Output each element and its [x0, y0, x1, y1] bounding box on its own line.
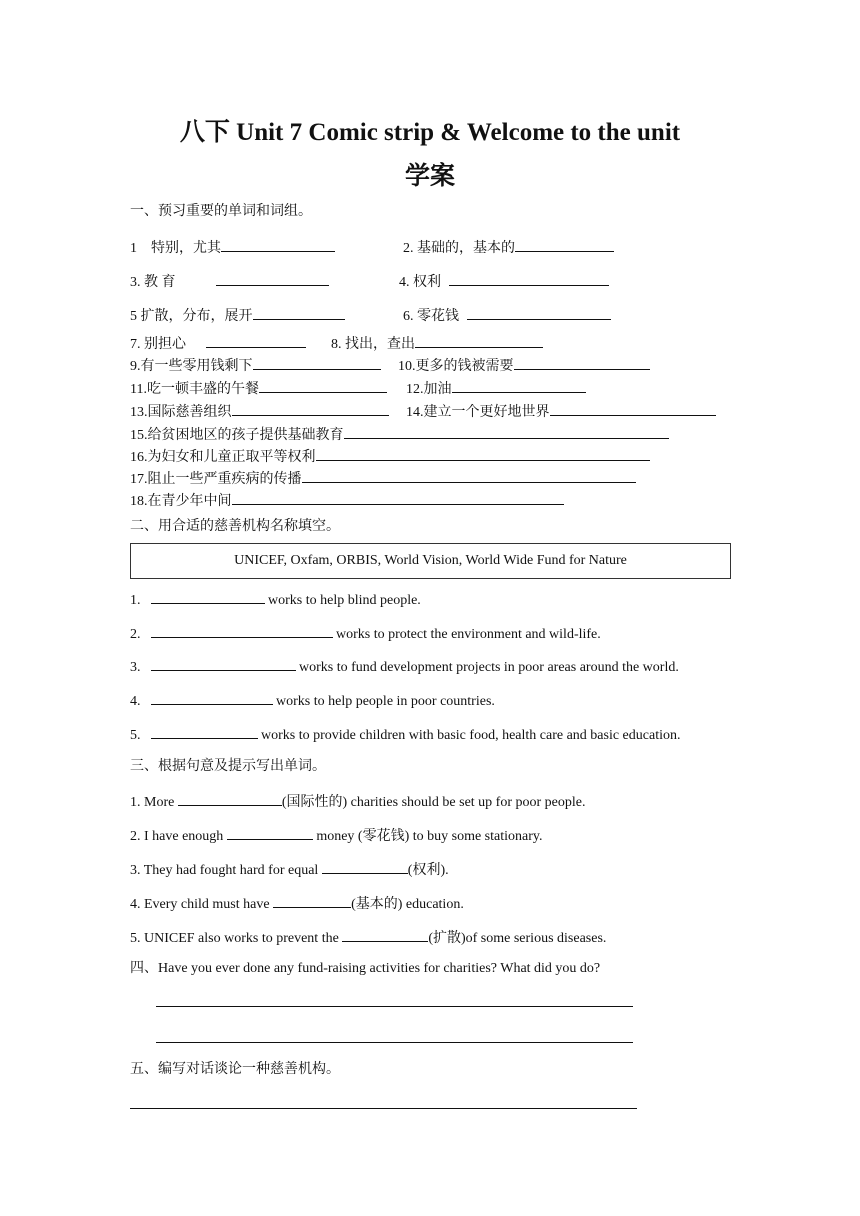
charity-word-box: UNICEF, Oxfam, ORBIS, World Vision, World Wide Fund for Nature [130, 543, 731, 579]
vocab-item-14 [406, 401, 716, 422]
vocab-item-5 [130, 305, 345, 326]
answer-blank[interactable] [322, 859, 408, 874]
page-subtitle: 学案 [404, 163, 455, 190]
vocab-item-1 [130, 237, 335, 258]
answer-line[interactable] [130, 1108, 637, 1109]
answer-blank[interactable] [221, 237, 335, 252]
answer-blank[interactable] [515, 237, 614, 252]
vocab-label: 14.建立一个更好地世界 [406, 405, 550, 420]
vocab-item-3 [130, 271, 329, 292]
charity-question-3 [130, 656, 679, 677]
answer-blank[interactable] [302, 468, 636, 483]
answer-blank[interactable] [452, 378, 586, 393]
vocab-label: 6. 零花钱 [403, 309, 459, 324]
section2-heading: 二、用合适的慈善机构名称填空。 [130, 519, 340, 534]
word-question-1 [130, 791, 585, 812]
question-number: 5. [130, 728, 141, 743]
answer-blank[interactable] [253, 305, 345, 320]
vocab-item-9 [130, 355, 381, 376]
question-text-after: (权利). [407, 863, 449, 878]
question-text: works to protect the environment and wild-life. [332, 627, 601, 642]
word-question-3 [130, 859, 449, 880]
vocab-item-13 [130, 401, 389, 422]
question-text-before: 5. UNICEF also works to prevent the [130, 931, 343, 946]
page-title: 八下 Unit 7 Comic strip & Welcome to the unit [179, 119, 681, 146]
question-text-after: (基本的) education. [351, 897, 464, 912]
answer-blank[interactable] [151, 589, 265, 604]
vocab-label: 11.吃一顿丰盛的午餐 [130, 382, 259, 397]
vocab-item-7 [130, 333, 306, 354]
vocab-label: 5 扩散，分布，展开 [130, 309, 253, 324]
question-text-after: (扩散)of some serious diseases. [428, 931, 607, 946]
answer-line[interactable] [156, 1006, 633, 1007]
question-text-after: money (零花钱) to buy some stationary. [312, 829, 543, 844]
answer-blank[interactable] [273, 893, 351, 908]
answer-blank[interactable] [232, 490, 564, 505]
question-text: works to help people in poor countries. [272, 694, 495, 709]
question-number: 3. [130, 660, 141, 675]
word-question-2 [130, 825, 542, 846]
vocab-item-12 [406, 378, 586, 399]
charity-question-1 [130, 589, 421, 610]
question-text-before: 4. Every child must have [130, 897, 274, 912]
question-text-before: 1. More [130, 795, 178, 810]
question-text: works to help blind people. [264, 593, 421, 608]
charity-question-5 [130, 724, 680, 745]
charity-question-4 [130, 690, 495, 711]
answer-blank[interactable] [178, 791, 282, 806]
answer-blank[interactable] [467, 305, 611, 320]
answer-blank[interactable] [216, 271, 329, 286]
answer-blank[interactable] [151, 724, 258, 739]
vocab-item-8 [331, 333, 543, 354]
vocab-label: 12.加油 [406, 382, 452, 397]
answer-blank[interactable] [449, 271, 609, 286]
vocab-item-17 [130, 468, 636, 489]
vocab-label: 10.更多的钱被需要 [398, 359, 514, 374]
vocab-item-2 [403, 237, 614, 258]
word-question-4 [130, 893, 464, 914]
answer-blank[interactable] [253, 355, 381, 370]
vocab-label: 4. 权利 [399, 275, 441, 290]
charity-question-2 [130, 623, 601, 644]
vocab-item-4 [399, 271, 609, 292]
answer-blank[interactable] [151, 690, 273, 705]
answer-blank[interactable] [227, 825, 313, 840]
answer-blank[interactable] [342, 927, 428, 942]
vocab-label: 2. 基础的，基本的 [403, 241, 515, 256]
answer-blank[interactable] [259, 378, 387, 393]
question-text-after: (国际性的) charities should be set up for poor people. [281, 795, 586, 810]
vocab-label: 9.有一些零用钱剩下 [130, 359, 253, 374]
section4-heading: 四、Have you ever done any fund-raising activities for charities? What did you do? [130, 961, 601, 976]
answer-blank[interactable] [550, 401, 716, 416]
vocab-label: 1 特别，尤其 [130, 241, 221, 256]
vocab-label: 8. 找出，查出 [331, 337, 415, 352]
word-question-5 [130, 927, 606, 948]
vocab-item-6 [403, 305, 611, 326]
question-number: 1. [130, 593, 141, 608]
section3-heading: 三、根据句意及提示写出单词。 [130, 759, 326, 774]
question-text-before: 3. They had fought hard for equal [130, 863, 322, 878]
vocab-label: 16.为妇女和儿童正取平等权利 [130, 450, 316, 465]
section5-heading: 五、编写对话谈论一种慈善机构。 [130, 1062, 340, 1077]
question-text-before: 2. I have enough [130, 829, 227, 844]
answer-blank[interactable] [415, 333, 543, 348]
answer-blank[interactable] [344, 424, 669, 439]
question-number: 4. [130, 694, 141, 709]
vocab-item-15 [130, 424, 669, 445]
answer-blank[interactable] [232, 401, 389, 416]
section1-heading: 一、预习重要的单词和词组。 [130, 204, 312, 219]
question-text: works to provide children with basic food, health care and basic education. [257, 728, 681, 743]
question-number: 2. [130, 627, 141, 642]
vocab-label: 13.国际慈善组织 [130, 405, 232, 420]
answer-blank[interactable] [151, 623, 333, 638]
answer-blank[interactable] [206, 333, 306, 348]
question-text: works to fund development projects in poor areas around the world. [295, 660, 679, 675]
vocab-item-11 [130, 378, 387, 399]
vocab-item-10 [398, 355, 650, 376]
vocab-item-16 [130, 446, 650, 467]
vocab-label: 18.在青少年中间 [130, 494, 232, 509]
answer-line[interactable] [156, 1042, 633, 1043]
vocab-label: 3. 教 育 [130, 275, 176, 290]
answer-blank[interactable] [316, 446, 650, 461]
vocab-label: 15.给贫困地区的孩子提供基础教育 [130, 428, 344, 443]
answer-blank[interactable] [151, 656, 296, 671]
vocab-label: 7. 别担心 [130, 337, 186, 352]
answer-blank[interactable] [514, 355, 650, 370]
vocab-item-18 [130, 490, 564, 511]
vocab-label: 17.阻止一些严重疾病的传播 [130, 472, 302, 487]
